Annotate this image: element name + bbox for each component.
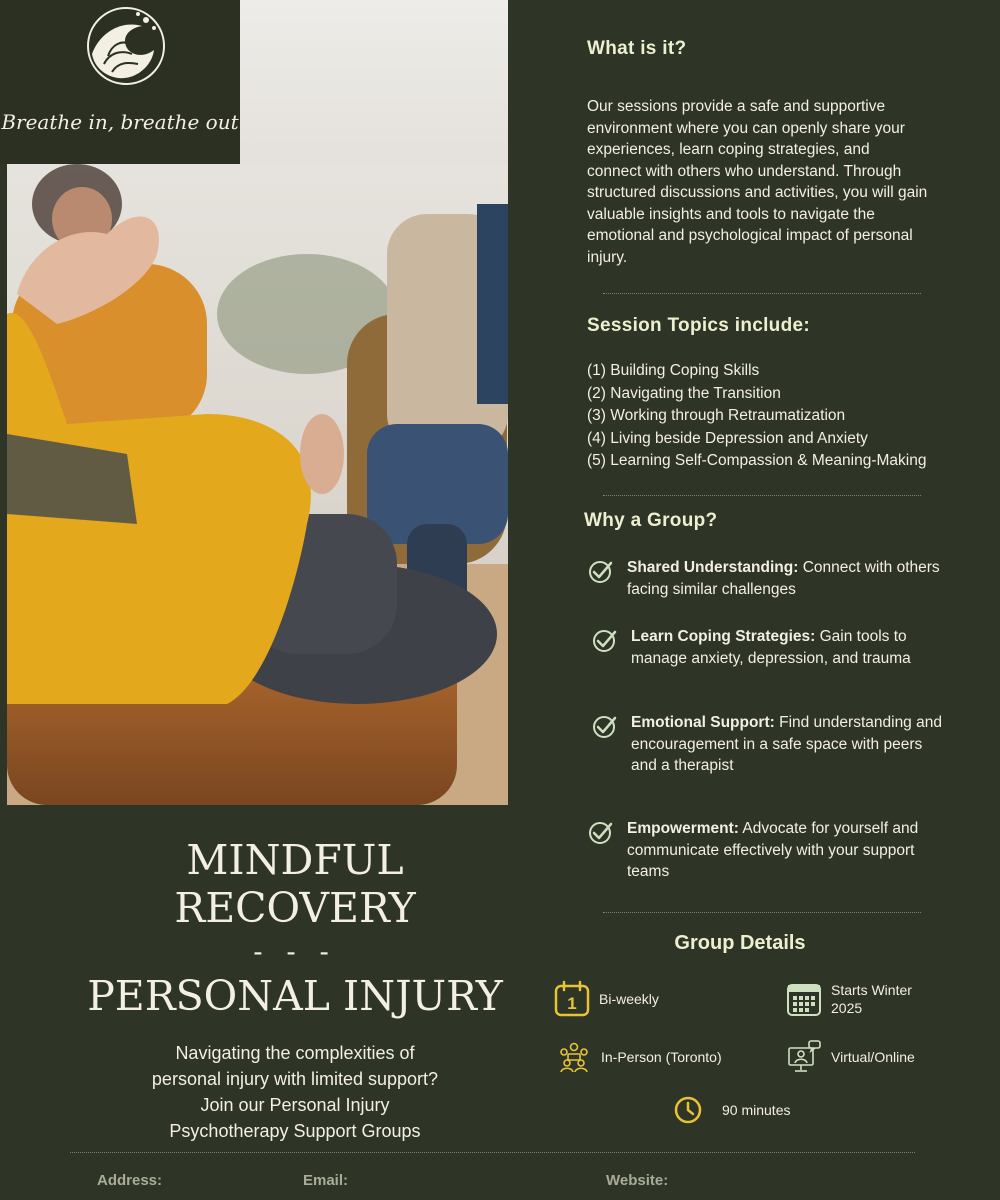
topic-item: (5) Learning Self-Compassion & Meaning-Making	[587, 452, 927, 469]
check-circle-icon	[591, 628, 617, 654]
group-photo	[7, 164, 508, 805]
why-rest: manage anxiety, depression, and trauma	[631, 649, 911, 667]
what-line: experiences, learn coping strategies, and	[587, 141, 870, 158]
why-rest: Connect with others	[798, 559, 940, 576]
what-section	[587, 38, 992, 268]
video-call-icon	[785, 1038, 823, 1076]
footer-email-label: Email:	[303, 1172, 349, 1189]
check-circle-icon	[591, 714, 617, 740]
start-text	[831, 981, 912, 1017]
people-meeting-icon	[555, 1038, 593, 1076]
why-text	[631, 626, 911, 669]
footer-website-label: Website:	[606, 1172, 669, 1189]
calendar-number: 1	[567, 994, 577, 1013]
logo-tagline: Breathe in, breathe out	[1, 110, 239, 134]
divider	[603, 293, 921, 294]
calendar-grid-icon	[785, 980, 823, 1018]
detail-start	[785, 980, 912, 1018]
why-rest: teams	[627, 863, 670, 880]
frequency-text: Bi-weekly	[599, 991, 659, 1007]
why-rest: Gain tools to	[815, 628, 907, 645]
why-text	[627, 818, 918, 883]
intro-line: Navigating the complexities of	[175, 1043, 415, 1063]
why-text	[627, 557, 940, 600]
why-bold: Empowerment:	[627, 820, 739, 837]
inperson-text: In-Person (Toronto)	[601, 1049, 722, 1065]
photo-top	[240, 0, 508, 164]
detail-frequency	[553, 980, 659, 1018]
footer-address-label: Address:	[97, 1172, 163, 1189]
topics-heading: Session Topics include:	[587, 315, 810, 336]
virtual-text: Virtual/Online	[831, 1049, 915, 1065]
intro-line: personal injury with limited support?	[151, 1069, 439, 1089]
why-text	[631, 712, 942, 777]
title-block	[60, 836, 530, 1144]
topics-list	[587, 360, 926, 473]
why-rest: encouragement in a safe space with peers	[631, 735, 923, 753]
start-line: Starts Winter	[831, 982, 912, 998]
why-rest: facing similar challenges	[627, 580, 796, 598]
intro-text	[60, 1040, 530, 1144]
intro-line: Join our Personal Injury	[200, 1095, 390, 1115]
what-line: structured discussions and activities, you will gain	[587, 184, 928, 201]
topic-item: (2) Navigating the Transition	[587, 384, 781, 402]
title-line-1: MINDFUL RECOVERY	[174, 836, 416, 932]
topic-item: (4) Living beside Depression and Anxiety	[587, 429, 868, 447]
title-separator: - - -	[253, 936, 337, 967]
check-circle-icon	[587, 820, 613, 846]
why-rest: and a therapist	[631, 757, 734, 774]
what-paragraph	[587, 96, 992, 268]
what-line: injury.	[587, 248, 628, 266]
why-item	[587, 818, 918, 883]
intro-line: Psychotherapy Support Groups	[169, 1121, 421, 1141]
detail-virtual	[785, 1038, 915, 1076]
what-heading: What is it?	[587, 38, 687, 59]
what-line: connect with others who understand. Through	[587, 162, 902, 180]
why-item	[591, 626, 911, 669]
detail-duration	[672, 1094, 790, 1126]
logo-block	[0, 0, 240, 164]
why-bold: Learn Coping Strategies:	[631, 628, 816, 645]
topic-item: (3) Working through Retraumatization	[587, 407, 846, 424]
topic-item: (1) Building Coping Skills	[587, 362, 760, 379]
clock-icon	[672, 1094, 704, 1126]
why-item	[591, 712, 942, 777]
footer-divider	[70, 1152, 915, 1153]
what-line: Our sessions provide a safe and supportive	[587, 98, 886, 115]
start-line: 2025	[831, 1000, 863, 1016]
why-rest: Advocate for yourself and	[738, 820, 919, 837]
wave-icon	[82, 2, 170, 90]
what-line: environment where you can openly share your	[587, 119, 905, 137]
why-rest: communicate effectively with your support	[627, 841, 915, 859]
divider	[603, 912, 921, 913]
what-line: valuable insights and tools to navigate the	[587, 205, 875, 223]
divider	[603, 495, 921, 496]
duration-text: 90 minutes	[722, 1102, 791, 1118]
what-line: emotional and psychological impact of personal	[587, 227, 913, 244]
calendar-one-icon	[553, 980, 591, 1018]
why-bold: Shared Understanding:	[627, 559, 799, 576]
check-circle-icon	[587, 559, 613, 585]
why-heading: Why a Group?	[584, 510, 718, 531]
title-line-2: PERSONAL INJURY	[87, 972, 503, 1020]
why-item	[587, 557, 940, 600]
detail-inperson	[555, 1038, 722, 1076]
why-bold: Emotional Support:	[631, 714, 775, 731]
why-rest: Find understanding and	[774, 714, 942, 731]
details-heading: Group Details	[674, 932, 806, 954]
